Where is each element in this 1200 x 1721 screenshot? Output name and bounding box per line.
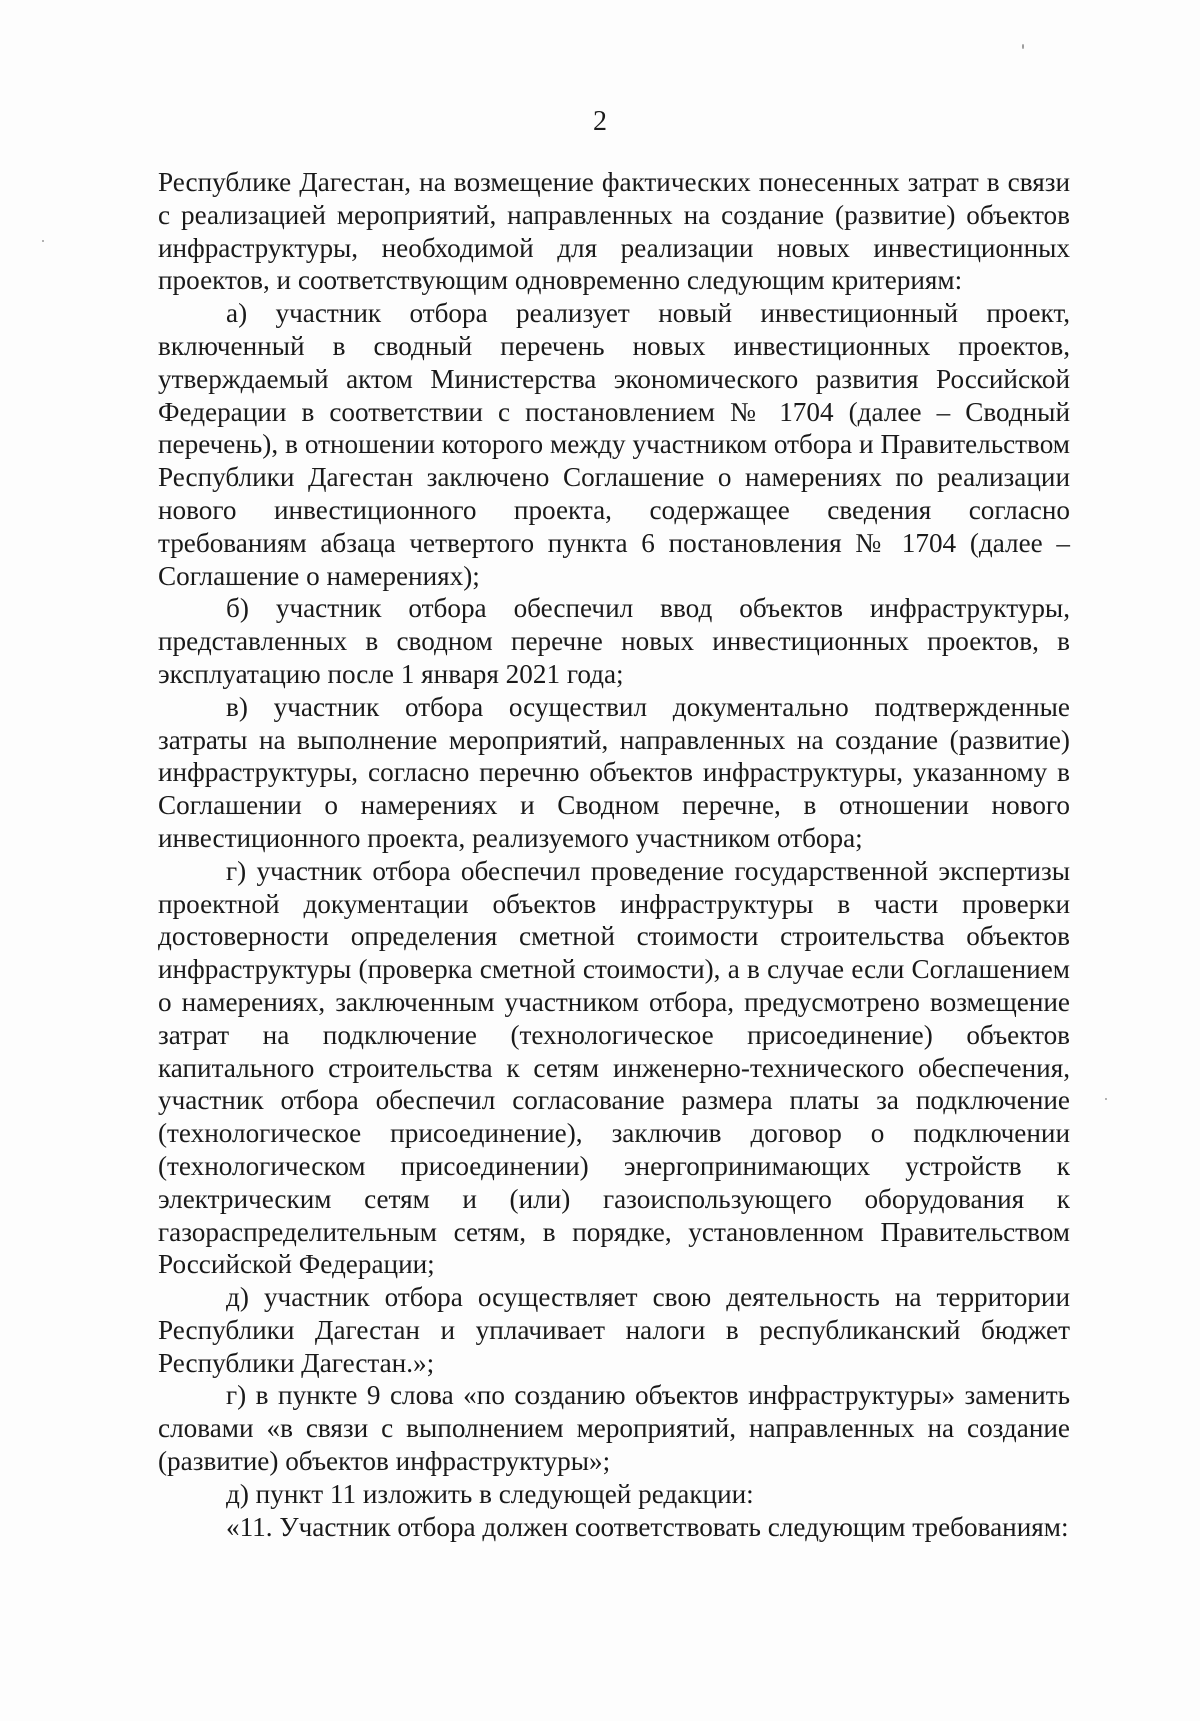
page-number: 2 [593,106,607,137]
scan-speck [1022,44,1024,49]
paragraph-item-11: «11. Участник отбора должен соответствовать следующим требованиям: [226,1511,1069,1542]
paragraph-continuation: Республике Дагестан, на возмещение фактических понесенных затрат в связи с реализацией мероприятий, направленных на создание (развитие) объектов инфраструктуры, необходимой для реализации новых инвестиционных проектов, и соответствующим одновременно следующим критериям: [158,167,1070,296]
paragraph-criterion-b: б) участник отбора обеспечил ввод объектов инфраструктуры, представленных в сводном перечне новых инвестиционных проектов, в эксплуатацию после 1 января 2021 года; [158,593,1070,689]
paragraph-amendment-d: д) пункт 11 изложить в следующей редакции: [226,1478,754,1509]
paragraph-criterion-a: а) участник отбора реализует новый инвестиционный проект, включенный в сводный перечень новых инвестиционных проектов, утверждаемый актом Министерства экономического развития Российской Федерации в соответствии с постановлением № 1704 (далее – Сводный перечень), в отношении которого между участником отбора и Правительством Республики Дагестан заключено Соглашение о намерениях по реализации нового инвестиционного проекта, содержащее сведения согласно требованиям абзаца четвертого пункта 6 постановления № 1704 (далее – Соглашение о намерениях); [158,298,1070,591]
scan-speck [1105,1098,1107,1100]
paragraph-criterion-d: д) участник отбора осуществляет свою деятельность на территории Республики Дагестан и уплачивает налоги в республиканский бюджет Республики Дагестан.»; [158,1282,1070,1378]
scan-speck [42,240,44,242]
paragraph-criterion-v: в) участник отбора осуществил документально подтвержденные затраты на выполнение мероприятий, направленных на создание (развитие) инфраструктуры, согласно перечню объектов инфраструктуры, указанному в Соглашении о намерениях и Сводном перечне, в отношении нового инвестиционного проекта, реализуемого участником отбора; [158,691,1070,853]
document-body [158,166,1070,1543]
paragraph-amendment-g: г) в пункте 9 слова «по созданию объектов инфраструктуры» заменить словами «в связи с выполнением мероприятий, направленных на создание (развитие) объектов инфраструктуры»; [158,1380,1070,1477]
paragraph-criterion-g: г) участник отбора обеспечил проведение государственной экспертизы проектной документации объектов инфраструктуры в части проверки достоверности определения сметной стоимости строительства объектов инфраструктуры (проверка сметной стоимости), а в случае если Соглашением о намерениях, заключенным участником отбора, предусмотрено возмещение затрат на подключение (технологическое присоединение) объектов капитального строительства к сетям инженерно-технического обеспечения, участник отбора обеспечил согласование размера платы за подключение (технологическое присоединение), заключив договор о подключении (технологическом присоединении) энергопринимающих устройств к электрическим сетям и (или) газоиспользующего оборудования к газораспределительным сетям, в порядке, установленном Правительством Российской Федерации; [158,855,1070,1280]
